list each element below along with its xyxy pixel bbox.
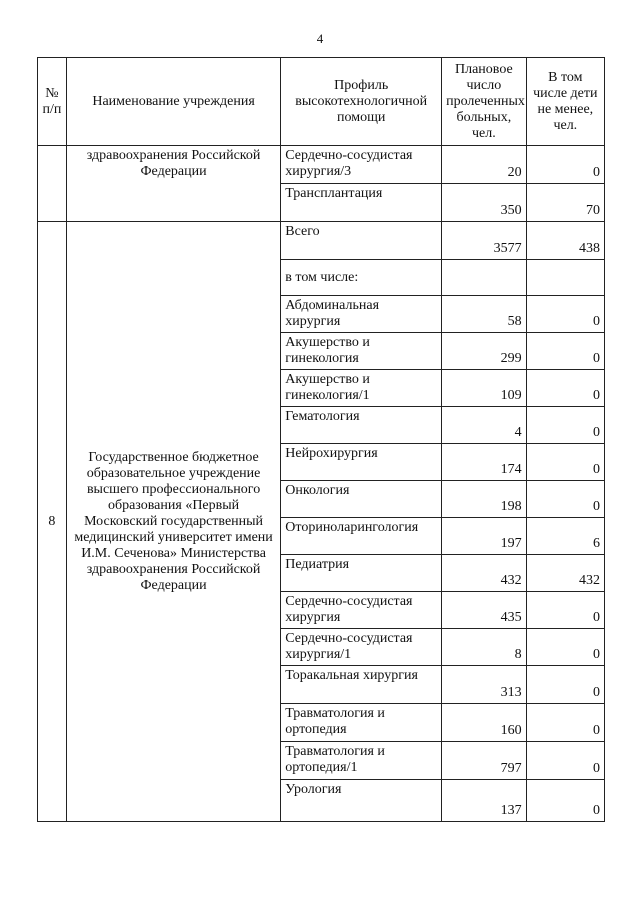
children-cell: 0 <box>526 296 604 333</box>
header-profile: Профиль высокотехнологичной помощи <box>281 58 442 146</box>
children-cell: 0 <box>526 592 604 629</box>
profile-cell: Абдоминальная хирургия <box>281 296 442 333</box>
planned-cell: 198 <box>442 481 527 518</box>
children-cell: 0 <box>526 481 604 518</box>
including-label: в том числе: <box>281 260 442 296</box>
planned-cell: 174 <box>442 444 527 481</box>
planned-cell: 8 <box>442 629 527 666</box>
header-organization: Наименование учреждения <box>66 58 280 146</box>
planned-cell: 313 <box>442 666 527 704</box>
profile-cell: Педиатрия <box>281 555 442 592</box>
profile-cell: Гематология <box>281 407 442 444</box>
children-cell: 0 <box>526 444 604 481</box>
children-cell: 0 <box>526 629 604 666</box>
profile-cell-total: Всего <box>281 222 442 260</box>
planned-cell: 797 <box>442 742 527 780</box>
planned-cell: 160 <box>442 704 527 742</box>
profile-cell: Сердечно-сосудистая хирургия/1 <box>281 629 442 666</box>
children-cell: 0 <box>526 333 604 370</box>
profile-cell: Акушерство и гинекология <box>281 333 442 370</box>
children-cell-empty <box>526 260 604 296</box>
profile-cell: Торакальная хирургия <box>281 666 442 704</box>
row-index-8: 8 <box>38 222 67 822</box>
children-cell: 0 <box>526 666 604 704</box>
planned-cell: 4 <box>442 407 527 444</box>
profile-cell: Травматология и ортопедия/1 <box>281 742 442 780</box>
index-cell-empty <box>38 146 67 222</box>
header-row <box>38 58 605 146</box>
planned-cell: 137 <box>442 780 527 822</box>
header-index: № п/п <box>38 58 67 146</box>
profile-cell: Трансплантация <box>281 184 442 222</box>
page-number: 4 <box>316 31 324 46</box>
children-cell-total: 438 <box>526 222 604 260</box>
profile-cell: Сердечно-сосудистая хирургия/3 <box>281 146 442 184</box>
children-cell: 0 <box>526 780 604 822</box>
planned-cell: 197 <box>442 518 527 555</box>
organization-cell-continued: здравоохранения Российской Федерации <box>66 146 280 222</box>
children-cell: 0 <box>526 370 604 407</box>
profile-cell: Оториноларингология <box>281 518 442 555</box>
planned-cell: 58 <box>442 296 527 333</box>
organization-cell: Государственное бюджетное образовательное учреждение высшего профессионального образования «Первый Московский государственный медицинский университет имени И.М. Сеченова» Министерства здравоохранения Российской Федерации <box>66 222 280 822</box>
table-row <box>38 146 605 184</box>
children-cell: 0 <box>526 146 604 184</box>
planned-cell: 299 <box>442 333 527 370</box>
header-planned: Плановое число пролеченных больных, чел. <box>442 58 527 146</box>
planned-cell: 435 <box>442 592 527 629</box>
table-row-total <box>38 222 605 260</box>
children-cell: 432 <box>526 555 604 592</box>
children-cell: 0 <box>526 742 604 780</box>
profile-cell: Акушерство и гинекология/1 <box>281 370 442 407</box>
profile-cell: Онкология <box>281 481 442 518</box>
planned-cell: 350 <box>442 184 527 222</box>
children-cell: 6 <box>526 518 604 555</box>
profile-cell: Сердечно-сосудистая хирургия <box>281 592 442 629</box>
hmp-volume-table <box>37 57 605 822</box>
profile-cell: Нейрохирургия <box>281 444 442 481</box>
planned-cell-empty <box>442 260 527 296</box>
planned-cell: 432 <box>442 555 527 592</box>
planned-cell-total: 3577 <box>442 222 527 260</box>
planned-cell: 109 <box>442 370 527 407</box>
profile-cell: Травматология и ортопедия <box>281 704 442 742</box>
profile-cell: Урология <box>281 780 442 822</box>
children-cell: 70 <box>526 184 604 222</box>
header-children: В том числе дети не менее, чел. <box>526 58 604 146</box>
children-cell: 0 <box>526 407 604 444</box>
children-cell: 0 <box>526 704 604 742</box>
planned-cell: 20 <box>442 146 527 184</box>
